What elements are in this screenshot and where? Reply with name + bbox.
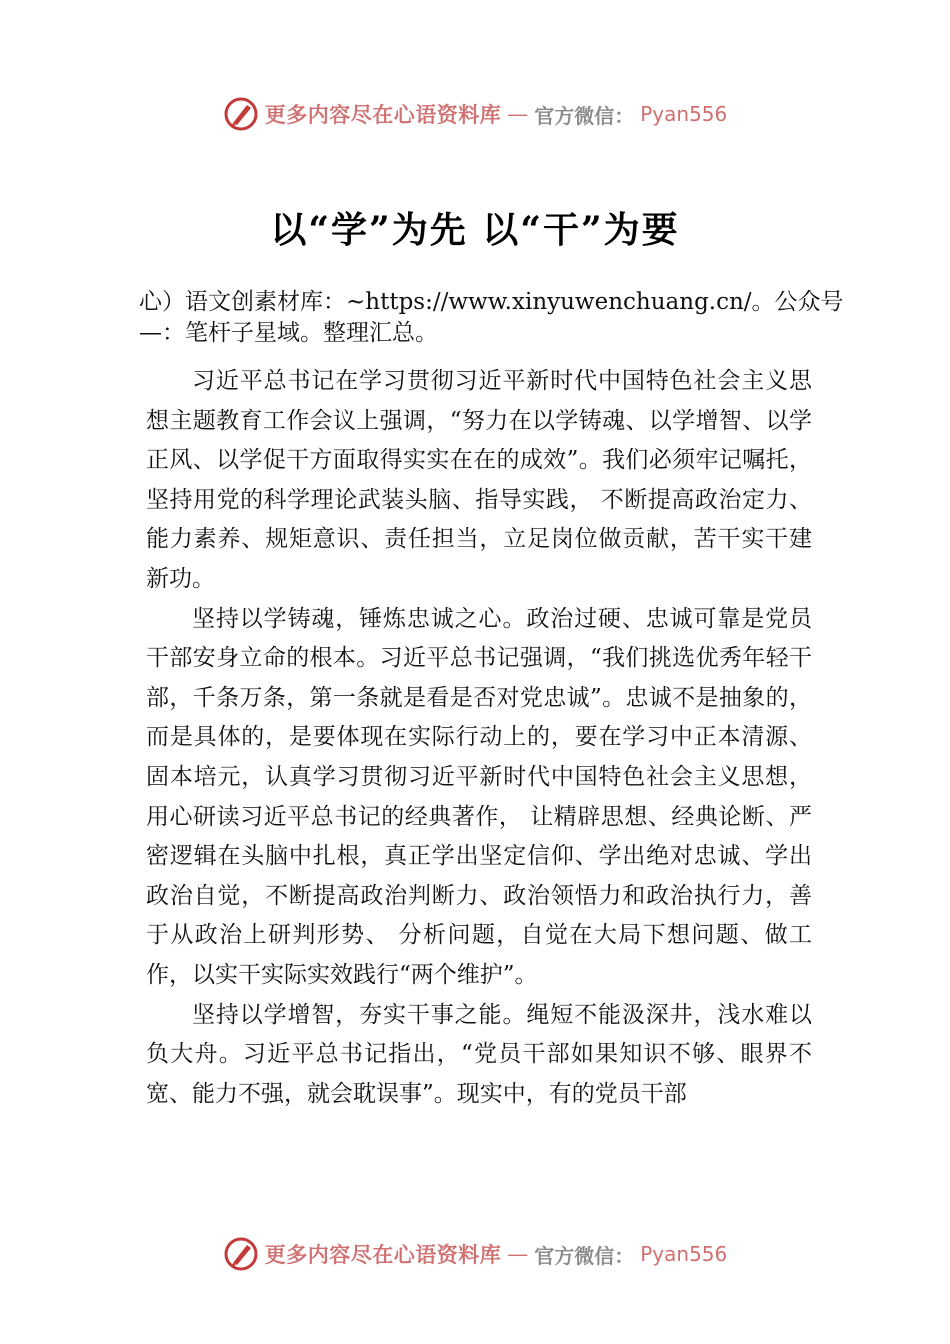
pen-logo-icon: [223, 1236, 259, 1272]
footer-banner: [0, 1232, 950, 1276]
footer-wechat-label: 官方微信：: [534, 1243, 635, 1268]
footer-banner-content: [223, 1236, 728, 1272]
header-banner: [0, 92, 950, 136]
paragraph-1: 习近平总书记在学习贯彻习近平新时代中国特色社会主义思想主题教育工作会议上强调，“努力在以学铸魂、以学增智、以学正风、以学促干方面取得实实在在的成效”。我们必须牢记嘱托，坚持用党的科学理论武装头脑、指导实践， 不断提高政治定力、能力素养、规矩意识、责任担当，立足岗位做贡献，苦干实干建新功。: [146, 368, 812, 592]
paragraph-3: 坚持以学增智，夯实干事之能。绳短不能汲深井，浅水难以负大舟。习近平总书记指出，“党员干部如果知识不够、眼界不宽、能力不强，就会耽误事”。现实中，有的党员干部: [146, 1001, 812, 1107]
footer-wechat-id: Pyan556: [640, 1242, 728, 1266]
paragraph-2: 坚持以学铸魂，锤炼忠诚之心。政治过硬、忠诚可靠是党员干部安身立命的根本。习近平总书记强调，“我们挑选优秀年轻干部，千条万条，第一条就是看是否对党忠诚”。忠诚不是抽象的，而是具体的，是要体现在实际行动上的，要在学习中正本清源、固本培元，认真学习贯彻习近平新时代中国特色社会主义思想，用心研读习近平总书记的经典著作， 让精辟思想、经典论断、严密逻辑在头脑中扎根，真正学出坚定信仰、学出绝对忠诚、学出政治自觉，不断提高政治判断力、政治领悟力和政治执行力，善于从政治上研判形势、 分析问题，自觉在大局下想问题、做工作，以实干实际实效践行“两个维护”。: [146, 605, 812, 988]
source-note: 心）语文创素材库：~https://www.xinyuwenchuang.cn/。公众号—：笔杆子星域。整理汇总。: [139, 289, 844, 346]
footer-slogan: 更多内容尽在心语资料库: [264, 1242, 502, 1267]
banner-wechat-id: Pyan556: [640, 102, 728, 126]
document-title: 以“学”为先 以“干”为要: [270, 209, 680, 251]
banner-separator: —: [507, 102, 529, 126]
header-banner-content: [223, 96, 728, 132]
pen-logo-icon: [223, 96, 259, 132]
document-body: [146, 362, 812, 1114]
banner-slogan: 更多内容尽在心语资料库: [264, 102, 502, 127]
banner-wechat-label: 官方微信：: [534, 103, 635, 128]
footer-separator: —: [507, 1242, 529, 1266]
